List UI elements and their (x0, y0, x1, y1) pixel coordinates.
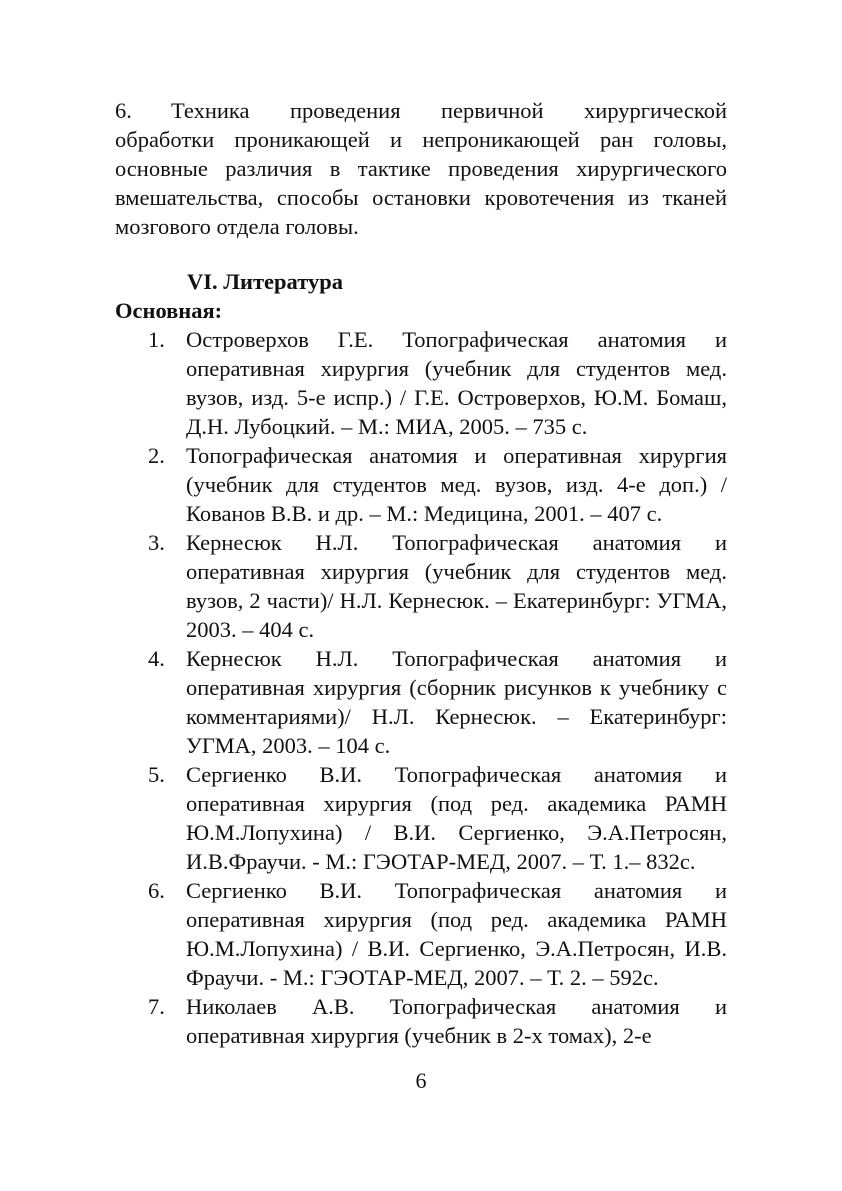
reference-item (115, 644, 727, 760)
reference-number: 3. (148, 530, 165, 555)
reference-number: 1. (148, 327, 165, 352)
section-title: VI. Литература (187, 269, 343, 294)
reference-text: Сергиенко В.И. Топографическая анатомия и оперативная хирургия (под ред. академика РАМН Ю.М.Лопухина) / В.И. Сергиенко, Э.А.Петросян, И.В. Фраучи. - М.: ГЭОТАР-МЕД, 2007. – Т. 2. – 592с. (186, 878, 727, 990)
reference-text: Островерхов Г.Е. Топографическая анатомия и оперативная хирургия (учебник для студентов мед. вузов, изд. 5-е испр.) / Г.Е. Островерхов, Ю.М. Бомаш, Д.Н. Лубоцкий. – М.: МИА, 2005. – 735 с. (186, 327, 727, 439)
reference-number: 2. (148, 443, 165, 468)
reference-number: 5. (148, 762, 165, 787)
reference-item (115, 528, 727, 644)
reference-text: Топографическая анатомия и оперативная хирургия (учебник для студентов мед. вузов, изд. 4-е доп.) / Кованов В.В. и др. – М.: Медицина, 2001. – 407 с. (186, 443, 727, 526)
reference-text: Кернесюк Н.Л. Топографическая анатомия и оперативная хирургия (учебник для студентов мед. вузов, 2 части)/ Н.Л. Кернесюк. – Екатеринбург: УГМА, 2003. – 404 с. (186, 530, 727, 642)
reference-item (115, 992, 727, 1050)
reference-number: 7. (148, 994, 165, 1019)
reference-number: 4. (148, 646, 165, 671)
question-number: 6. (115, 98, 132, 123)
reference-list (115, 325, 727, 1050)
reference-item (115, 760, 727, 876)
reference-item (115, 876, 727, 992)
question-paragraph (115, 96, 727, 241)
document-page (115, 96, 727, 1050)
question-text: Техника проведения первичной хирургической обработки проникающей и непроникающей ран головы, основные различия в тактике проведения хирургического вмешательства, способы остановки кровотечения из тканей мозгового отдела головы. (115, 98, 727, 239)
reference-item (115, 325, 727, 441)
reference-item (115, 441, 727, 528)
subsection-title: Основная: (115, 298, 223, 323)
reference-text: Сергиенко В.И. Топографическая анатомия и оперативная хирургия (под ред. академика РАМН Ю.М.Лопухина) / В.И. Сергиенко, Э.А.Петросян, И.В.Фраучи. - М.: ГЭОТАР-МЕД, 2007. – Т. 1.– 832с. (186, 762, 727, 874)
reference-text: Кернесюк Н.Л. Топографическая анатомия и оперативная хирургия (сборник рисунков к учебнику с комментариями)/ Н.Л. Кернесюк. – Екатеринбург: УГМА, 2003. – 104 с. (186, 646, 727, 758)
reference-text: Николаев А.В. Топографическая анатомия и оперативная хирургия (учебник в 2-х томах), 2-е (186, 994, 727, 1048)
reference-number: 6. (148, 878, 165, 903)
page-number: 6 (415, 1068, 427, 1093)
